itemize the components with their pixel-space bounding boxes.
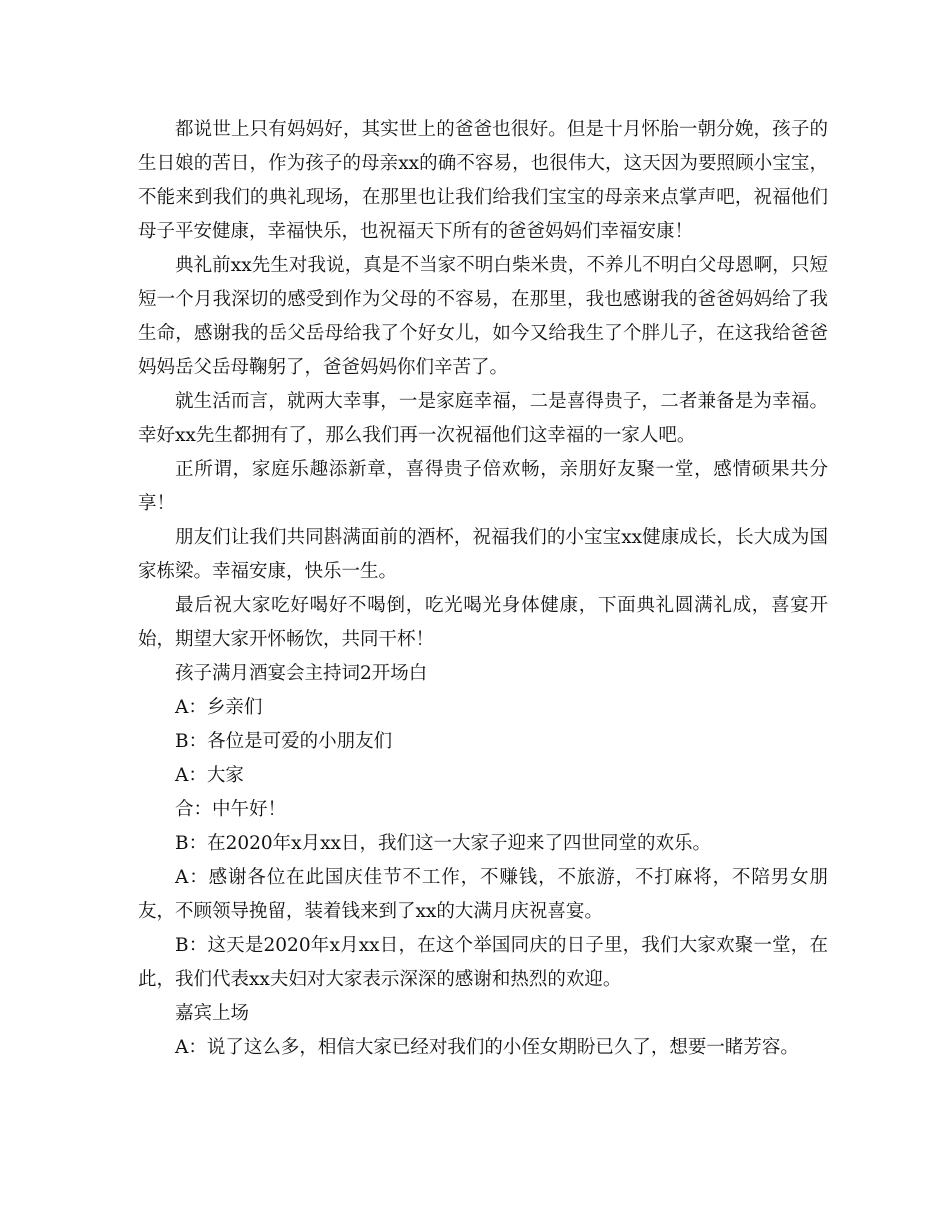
section-heading: 孩子满月酒宴会主持词2开场白 [175, 663, 428, 684]
paragraph: 朋友们让我们共同斟满面前的酒杯，祝福我们的小宝宝xx健康成长，长大成为国家栋梁。幸福安康，快乐一生。 [138, 527, 828, 582]
paragraph: 都说世上只有妈妈好，其实世上的爸爸也很好。但是十月怀胎一朝分娩，孩子的生日娘的苦日，作为孩子的母亲xx的确不容易，也很伟大，这天因为要照顾小宝宝，不能来到我们的典礼现场，在那里也让我们给我们宝宝的母亲来点掌声吧，祝福他们母子平安健康，幸福快乐，也祝福天下所有的爸爸妈妈们幸福安康！ [138, 119, 828, 242]
dialogue-line: A：大家 [175, 765, 244, 786]
dialogue-line: A：感谢各位在此国庆佳节不工作，不赚钱，不旅游，不打麻将，不陪男女朋友，不顾领导挽留，装着钱来到了xx的大满月庆祝喜宴。 [138, 867, 828, 922]
dialogue-line: B：在2020年x月xx日，我们这一大家子迎来了四世同堂的欢乐。 [175, 833, 711, 854]
dialogue-line: A：说了这么多，相信大家已经对我们的小侄女期盼已久了，想要一睹芳容。 [175, 1037, 799, 1058]
dialogue-line: A：乡亲们 [175, 697, 263, 718]
dialogue-line: B：这天是2020年x月xx日，在这个举国同庆的日子里，我们大家欢聚一堂，在此，我们代表xx夫妇对大家表示深深的感谢和热烈的欢迎。 [138, 935, 828, 990]
section-heading: 嘉宾上场 [175, 1003, 250, 1024]
paragraph: 正所谓，家庭乐趣添新章，喜得贵子倍欢畅，亲朋好友聚一堂，感情硕果共分享！ [138, 459, 828, 514]
document-body [138, 113, 828, 1065]
paragraph: 就生活而言，就两大幸事，一是家庭幸福，二是喜得贵子，二者兼备是为幸福。幸好xx先生都拥有了，那么我们再一次祝福他们这幸福的一家人吧。 [138, 391, 828, 446]
dialogue-line: 合：中午好！ [175, 799, 287, 820]
dialogue-line: B：各位是可爱的小朋友们 [175, 731, 393, 752]
paragraph: 最后祝大家吃好喝好不喝倒，吃光喝光身体健康，下面典礼圆满礼成，喜宴开始，期望大家开怀畅饮，共同干杯！ [138, 595, 828, 650]
paragraph: 典礼前xx先生对我说，真是不当家不明白柴米贵，不养儿不明白父母恩啊，只短短一个月我深切的感受到作为父母的不容易，在那里，我也感谢我的爸爸妈妈给了我生命，感谢我的岳父岳母给我了个好女儿，如今又给我生了个胖儿子，在这我给爸爸妈妈岳父岳母鞠躬了，爸爸妈妈你们辛苦了。 [138, 255, 828, 378]
